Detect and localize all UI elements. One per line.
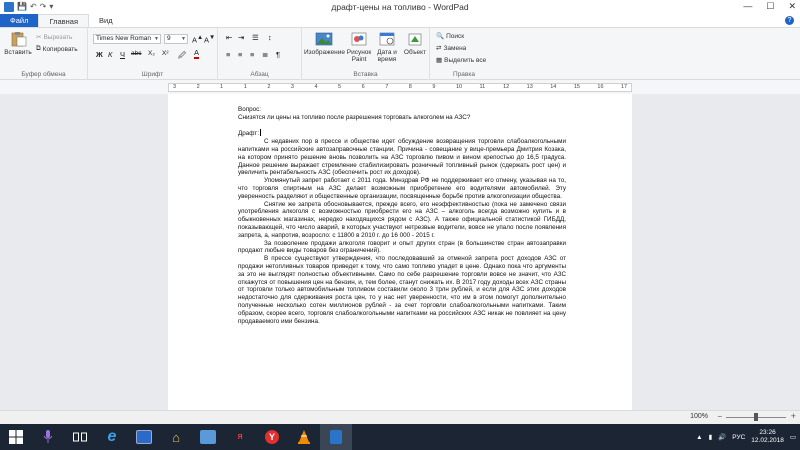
yandex-browser-button[interactable]: [256, 424, 288, 450]
cortana-mic-button[interactable]: [32, 424, 64, 450]
tray-expand-icon[interactable]: ▲: [696, 433, 703, 441]
ruler-number: 3: [173, 84, 177, 90]
system-tray: [696, 426, 796, 448]
ruler-number: 1: [243, 84, 247, 90]
monitor-icon: [136, 430, 152, 444]
ruler-number: 9: [432, 84, 436, 90]
tab-view[interactable]: Вид: [99, 16, 113, 25]
yandex-browser-icon: Y: [265, 430, 279, 444]
task-view-button[interactable]: [64, 424, 96, 450]
ruler-number: 17: [621, 84, 628, 90]
binoculars-icon: 🔍: [436, 33, 445, 40]
desktop-app-button[interactable]: [128, 424, 160, 450]
ruler-number: 2: [267, 84, 271, 90]
insert-object-button[interactable]: [402, 31, 428, 56]
italic-button[interactable]: К: [108, 50, 113, 59]
ruler-number: 11: [479, 84, 486, 90]
copy-label: Копировать: [42, 45, 78, 53]
save-icon[interactable]: 💾: [17, 2, 27, 11]
zoom-out-button[interactable]: −: [717, 412, 722, 421]
ruler-number: 13: [526, 84, 533, 90]
paragraph-2: Упомянутый запрет работает с 2011 года. Минздрав РФ не поддерживает его отмену, указывая на то, что торговля спиртным на АЗС делает возможным приобретение его водителями автомобилей. Эту уверенность разделяют и общественные организации, посвященные борьбе против алкоголизации общества.: [238, 177, 566, 200]
bullet-list-icon[interactable]: ☰: [252, 33, 259, 42]
line-spacing-icon[interactable]: ↕: [268, 33, 272, 42]
start-button[interactable]: [0, 424, 32, 450]
grow-font-icon[interactable]: A▲: [192, 34, 204, 45]
clock-date: 12.02.2018: [751, 437, 784, 444]
internet-explorer-icon: e: [107, 428, 117, 445]
insert-image-label: Изображение: [304, 49, 345, 56]
cut-button[interactable]: [36, 33, 72, 41]
strikethrough-button[interactable]: abc: [131, 50, 142, 57]
title-bar: [0, 0, 800, 14]
ruler-number: 7: [385, 84, 389, 90]
window-controls: [743, 1, 796, 12]
replace-label: Замена: [443, 44, 467, 52]
align-left-icon[interactable]: ≡: [226, 50, 231, 59]
document-text[interactable]: [238, 106, 566, 325]
microphone-icon: [43, 430, 53, 444]
font-color-icon[interactable]: A: [194, 48, 200, 57]
zoom-level: 100%: [690, 413, 708, 420]
bold-button[interactable]: Ж: [96, 50, 103, 59]
internet-explorer-button[interactable]: [96, 424, 128, 450]
font-group: [88, 28, 218, 80]
tab-home[interactable]: Главная: [38, 14, 89, 27]
windows-logo-icon: [9, 430, 23, 444]
paragraph-settings-icon[interactable]: ¶: [276, 50, 281, 59]
find-button[interactable]: [436, 32, 464, 40]
taskbar: [0, 424, 800, 450]
underline-button[interactable]: Ч: [120, 50, 125, 59]
volume-icon[interactable]: 🔊: [718, 434, 727, 441]
select-all-icon: ▦: [436, 57, 443, 64]
calendar-icon: [378, 31, 396, 47]
highlight-icon[interactable]: 🖉: [178, 51, 186, 60]
close-button[interactable]: ✕: [788, 1, 796, 11]
chevron-down-icon: ▼: [154, 36, 159, 42]
redo-icon[interactable]: ↷: [39, 2, 47, 11]
datetime-label-2: время: [377, 56, 397, 63]
copy-icon: ⧉: [36, 45, 41, 52]
insert-image-button[interactable]: [304, 31, 344, 56]
paragraph-5: В прессе существуют утверждения, что последовавший за отменой запрета рост доходов АЗС от продажи нетопливных товаров приведет к тому, что само топливо упадет в цене. Однако пока что аргументы за это не выглядят полностью объективными. Само по себе разрешение торговли вовсе не значит, что АЗС откажутся от повышения цен на бензин, и, тем более, станут снижать их. В 2017 году доходы всех АЗС страны от торговли только автомобильным топливом составили около 3 трлн рублей, и если для АЗС этих доходов недостаточно для сдерживания роста цен, то у нас нет уверенности, что им в этом помогут дополнительно полученные несколько сотен миллионов рублей - за счет торговли слабоалкогольными напитками. Таким образом, скорее всего, торговля слабоалкогольными напитками на российских АЗС никак не повлияет на цену продаваемого ими бензина.: [238, 255, 566, 325]
align-center-icon[interactable]: ≡: [238, 50, 243, 59]
question-text: Снизятся ли цены на топливо после разрешения торговать алкоголем на АЗС?: [238, 113, 471, 121]
scissors-icon: ✂: [36, 34, 42, 41]
maximize-button[interactable]: ☐: [766, 1, 775, 11]
ruler-number: 2: [196, 84, 200, 90]
status-bar: [0, 410, 800, 424]
subscript-button[interactable]: X₂: [148, 50, 155, 57]
insert-object-label: Объект: [403, 49, 427, 56]
insert-group: [302, 28, 430, 80]
paragraph-4: За позволение продажи алкоголя говорит и опыт других стран (в большинстве стран автозаправки продают любые виды товаров без ограничений).: [238, 239, 566, 255]
clipboard-group-label: Буфер обмена: [21, 71, 66, 78]
font-group-label: Шрифт: [141, 71, 164, 78]
datetime-label-1: Дата и: [377, 49, 397, 56]
ribbon-tabs: [0, 14, 800, 28]
increase-indent-icon[interactable]: ⇥: [238, 33, 245, 42]
ruler-number: 15: [573, 84, 580, 90]
zoom-slider-thumb[interactable]: [754, 413, 758, 421]
editing-group: [430, 28, 498, 80]
font-size-value: 9: [167, 35, 171, 42]
ruler-number: 6: [361, 84, 365, 90]
replace-icon: ⇄: [436, 45, 442, 52]
help-icon[interactable]: ?: [785, 16, 794, 25]
paint-label-1: Рисунок: [346, 49, 372, 56]
ruler-number: 5: [338, 84, 342, 90]
justify-icon[interactable]: ≣: [262, 50, 269, 59]
window-title: драфт-цены на топливо - WordPad: [331, 2, 469, 12]
paint-drawing-button[interactable]: [346, 31, 372, 63]
cut-label: Вырезать: [43, 33, 73, 41]
select-all-button[interactable]: [436, 56, 486, 64]
yandex-icon: Я: [237, 433, 243, 441]
shrink-font-icon[interactable]: A▼: [204, 34, 216, 45]
ruler-number: 10: [455, 84, 463, 90]
zoom-in-button[interactable]: +: [790, 411, 796, 421]
language-indicator[interactable]: РУС: [732, 433, 746, 441]
font-family-value: Times New Roman: [96, 35, 152, 42]
ruler-number: 14: [550, 84, 557, 90]
minimize-button[interactable]: —: [743, 1, 753, 11]
draft-label: [238, 129, 566, 138]
undo-icon[interactable]: ↶: [29, 2, 37, 11]
network-icon[interactable]: ▮: [708, 434, 713, 441]
ruler[interactable]: [168, 83, 632, 92]
tab-file[interactable]: Файл: [0, 14, 38, 27]
decrease-indent-icon[interactable]: ⇤: [226, 33, 233, 42]
ruler-number: 12: [503, 84, 510, 90]
clock[interactable]: [751, 429, 784, 445]
document-page[interactable]: [168, 94, 632, 410]
superscript-button[interactable]: X²: [162, 50, 169, 57]
photos-button[interactable]: [192, 424, 224, 450]
paint-icon: [350, 31, 368, 47]
wordpad-icon: [330, 430, 342, 444]
yandex-search-button[interactable]: [224, 424, 256, 450]
ruler-number: 16: [597, 84, 604, 90]
select-all-label: Выделить все: [444, 56, 487, 64]
align-right-icon[interactable]: ≡: [250, 50, 255, 59]
font-family-select[interactable]: [93, 34, 161, 44]
paragraph-group-label: Абзац: [250, 71, 269, 78]
datetime-button[interactable]: [374, 31, 400, 63]
clock-time: 23:26: [759, 429, 776, 436]
ruler-number: 8: [408, 84, 412, 90]
object-icon: [406, 31, 424, 47]
find-label: Поиск: [446, 32, 465, 40]
paragraph-group: [218, 28, 302, 80]
paint-label-2: Paint: [351, 56, 367, 63]
chevron-down-icon: ▼: [181, 36, 186, 42]
notifications-icon[interactable]: ▭: [789, 434, 796, 441]
question-label: Вопрос:: [238, 106, 262, 113]
ribbon: [0, 28, 800, 80]
paragraph-3: Снятие же запрета обосновывается, прежде всего, его неэффективностью (пока не замечено связи употребления алкоголя с возможностью приобрести его на АЗС – алкоголь всегда возможно купить и в обыкновенных магазинах, нередко находящихся рядом с АЗС). А также официальной статистикой ГИБДД, показывающей, что число аварий, в которых участвуют нетрезвые водители, вовсе не упало после появления запрета, а, напротив, возросло: с 11800 в 2010 г. до 16 000 - 2015 г.: [238, 200, 566, 239]
home-icon: ⌂: [172, 429, 180, 445]
text-cursor: [260, 129, 261, 136]
font-size-select[interactable]: [164, 34, 188, 44]
paragraph-1: С недавних пор в прессе и обществе идет обсуждение возвращения торговли слабоалкогольными напитками на российские автозаправочные станции. Причина - совещание у вице-премьера Дмитрия Козака, на котором принято решение вновь позволить на АЗС торговлю пивом и вином крепостью до 16,5 градуса. Данное решение выражает стремление стабилизировать розничный топливный рынок (сдержать рост цен) и увеличить рентабельность АЗС (обеспечить рост их доходов).: [238, 138, 566, 177]
photo-icon: [200, 430, 216, 444]
copy-button[interactable]: [36, 45, 78, 53]
wordpad-app-icon[interactable]: [4, 2, 14, 12]
ruler-area: [0, 80, 800, 94]
paste-icon: [9, 31, 27, 47]
image-icon: [315, 31, 333, 47]
ruler-number: 3: [290, 84, 294, 90]
customize-qat-icon[interactable]: ▾: [49, 2, 54, 11]
ruler-number: 1: [220, 84, 224, 90]
quick-access-toolbar: [0, 2, 53, 12]
clipboard-group: [0, 28, 88, 80]
editing-group-label: Правка: [453, 71, 475, 78]
vlc-cone-icon: [297, 430, 311, 444]
ruler-number: 4: [314, 84, 318, 90]
insert-group-label: Вставка: [353, 71, 378, 78]
replace-button[interactable]: [436, 44, 466, 52]
vlc-player-button[interactable]: [288, 424, 320, 450]
home-folder-button[interactable]: [160, 424, 192, 450]
task-view-icon: [73, 431, 87, 443]
draft-label-text: Драфт:: [238, 130, 259, 138]
paste-button[interactable]: [4, 31, 32, 56]
wordpad-taskbar-button[interactable]: [320, 424, 352, 450]
paste-label: Вставить: [4, 49, 32, 56]
